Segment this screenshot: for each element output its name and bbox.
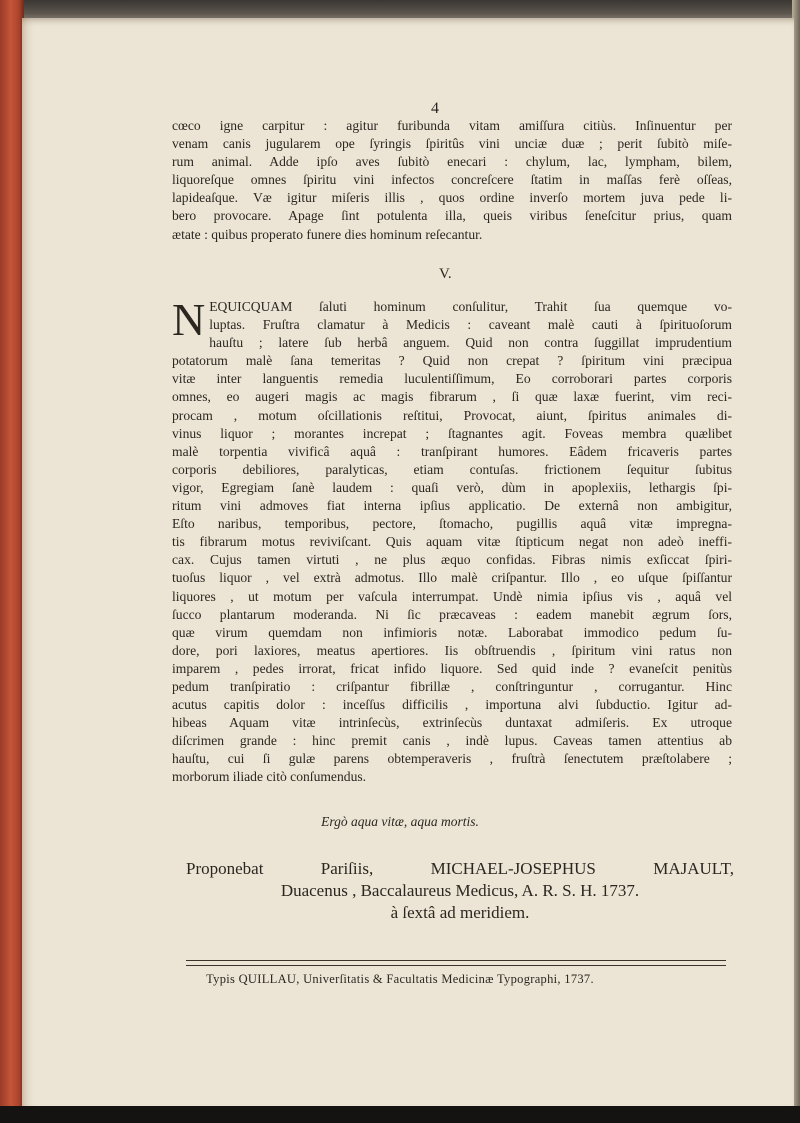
conclusion-thesis: Ergò aqua vitæ, aqua mortis. — [321, 814, 479, 829]
text-line: potatorum malè ſana temeritas ? Quid non crepat ? ſpiritum vini præcipua — [172, 353, 732, 369]
text-line: bero provocare. Apage ſint potulenta illa, queis viribus ſeneſcitur prius, quam — [172, 208, 732, 224]
text-line: pedum tranſpiratio : criſpantur fibrillæ , conſtringuntur , corrugantur. Hinc — [172, 678, 732, 694]
text-line: diſcrimen grande : hinc premit canis , indè lupus. Caveas tamen attentius ab — [172, 733, 732, 749]
text-line: hibeas Aquam vitæ intrinſecùs, extrinſecùs duntaxat admiſeris. Ex utroque — [172, 715, 732, 731]
text-line: imparem , pedes irrorat, fricat infido liquore. Sed quid inde ? evaneſcit penitùs — [172, 660, 732, 676]
proposer-line: Duacenus , Baccalaureus Medicus, A. R. S. H. 1737. — [280, 881, 640, 900]
divider-rule — [186, 960, 726, 966]
text-line: tuoſus liquor , vel extrà admotus. Illo malè criſpantur. Illo , eo uſque ſpiſſantur — [172, 570, 732, 586]
text-line: cœco igne carpitur : agitur furibunda vitam amiſſura citiùs. Inſinuentur per — [172, 118, 732, 133]
text-line: malè torpentia vivificâ aquâ : tranſpirant humores. Eâdem fricaveris partes — [172, 443, 732, 459]
text-line: luptas. Fruſtra clamatur à Medicis : caveant malè cauti à ſpirituoſorum — [209, 317, 732, 333]
book-binding-edge — [0, 0, 24, 1123]
book-bottom-edge — [0, 1106, 800, 1123]
paragraph-continuation — [172, 117, 732, 244]
text-line: vigor, Egregiam ſanè laudem : quaſi verò, dùm in apoplexiis, lethargis ſpi- — [172, 479, 732, 495]
drop-capital: N — [172, 294, 206, 345]
text-line: hauſtu ; latere ſub herbâ anguem. Quid non contra ſuggillat imprudentium — [209, 335, 732, 351]
proposer-line: Proponebat Pariſiis, MICHAEL-JOSEPHUS MAJAULT, — [186, 859, 734, 878]
proposer-line: à ſextâ ad meridiem. — [390, 903, 530, 922]
text-line: omnes, eo augeri magis ac magis fibrarum , ſi quæ laxæ fuerint, vim reci- — [172, 389, 732, 405]
text-line: ætate : quibus properato funere dies hominum reſecantur. — [172, 226, 483, 242]
printer-imprint: Typis QUILLAU, Univerſitatis & Facultatis Medicinæ Typographi, 1737. — [206, 972, 594, 986]
page-number: 4 — [431, 100, 439, 117]
text-line: quæ virum quemdam non infimioris notæ. Laborabat immodico pedum ſu- — [172, 624, 732, 640]
text-line: EQUICQUAM ſaluti hominum conſulitur, Trahit ſua quemque vo- — [209, 299, 732, 314]
text-line: acutus capitis dolor : inceſſus difficilis , importuna alvi ſubductio. Igitur ad- — [172, 697, 732, 713]
text-line: liquores , ut motum per vaſcula interrumpat. Undè nimia ipſius vis , aquâ vel — [172, 588, 732, 604]
text-line: Eſto naribus, temporibus, pectore, ſtomacho, pugillis aquâ vitæ impregna- — [172, 516, 732, 532]
text-line: corporis debiliores, paralyticas, etiam contuſas. frictionem ſequitur ſubitus — [172, 461, 732, 477]
section-paragraph — [172, 294, 732, 787]
text-line: dore, pori laxiores, meatus apertiores. Iis obſtruendis , ſpiritum vini ratus non — [172, 642, 732, 658]
text-line: liquoreſque omnes ſpiritu vini infectos concreſcere ſtatim in maſſas ferè oſſeas, — [172, 172, 732, 188]
text-line: vinus liquor ; morantes increpat ; ſtagnantes agit. Foveas membra quælibet — [172, 425, 732, 441]
text-line: tis fibrarum motus reviviſcant. Quis aquam vitæ ſtipticum negat non adeò ineffi- — [172, 534, 732, 550]
text-line: procam , motum oſcillationis reſtitui, Provocat, aiunt, ſpiritus animales di- — [172, 407, 732, 423]
text-line: hauſtu, cui ſi gulæ parens obtemperaveris , fruſtrà ſenectutem præſtolabere ; — [172, 751, 732, 767]
text-line: cax. Cujus tamen virtuti , ne plus æquo confidas. Fibras nimis exſiccat ſpiri- — [172, 552, 732, 568]
text-line: vitæ inter languentis remedia luculentiſſimum, Eo corroborari partes corporis — [172, 371, 732, 387]
section-heading: V. — [439, 266, 452, 282]
text-line: lapideaſque. Væ igitur miſeris illis , quos ordine inverſo mortem juva pede li- — [172, 190, 732, 206]
text-line: rum animal. Adde ipſo aves ſubitò enecari : chylum, lac, lympham, bilem, — [172, 154, 732, 170]
text-line: ritum vini admoves fiat interna ipſius applicatio. De externâ non ambigitur, — [172, 498, 732, 514]
proposer-block — [186, 858, 734, 924]
text-line: ſucco plantarum moderanda. Ni ſic præcaveas : eadem manebit ægrum ſors, — [172, 606, 732, 622]
text-line: morborum iliade citò conſumendus. — [172, 769, 367, 785]
text-line: venam canis jugularem ope ſyringis ſpiritûs vini unciæ duæ ; perit ſubitò miſe- — [172, 136, 732, 152]
